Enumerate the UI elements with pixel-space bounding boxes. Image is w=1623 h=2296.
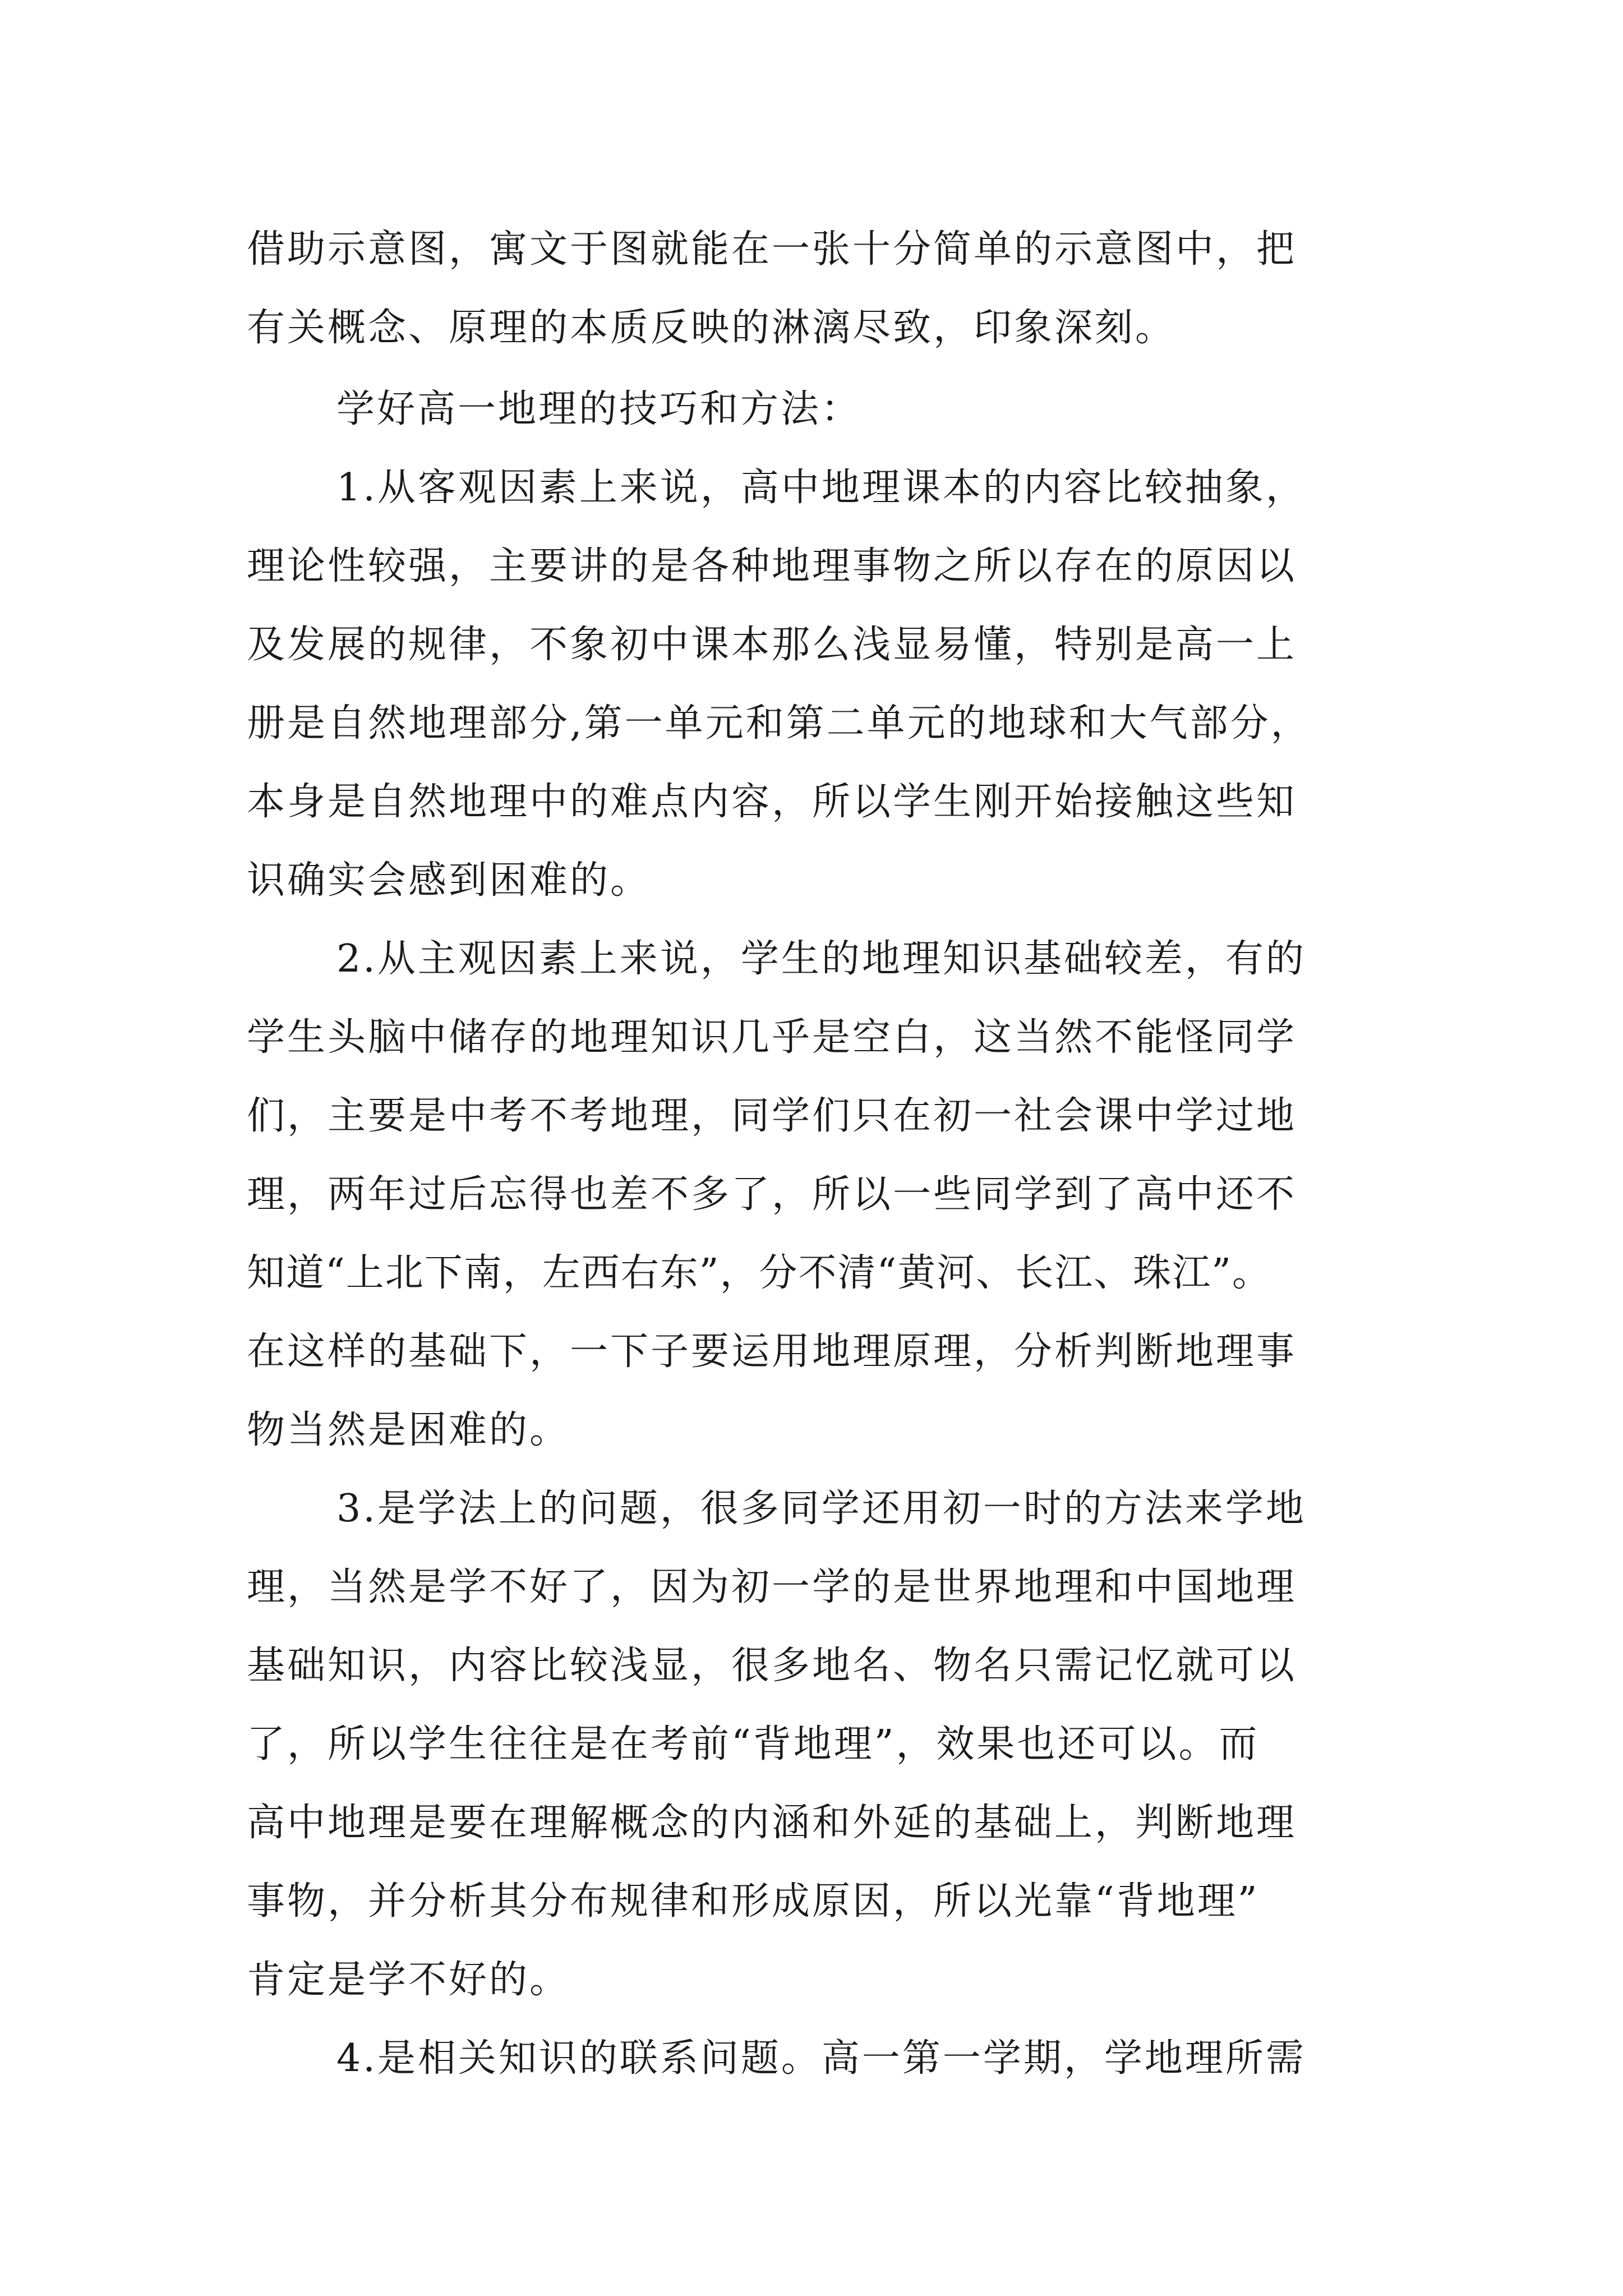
text-line: 本身是自然地理中的难点内容，所以学生刚开始接触这些知 xyxy=(247,780,1297,824)
section-heading: 学好高一地理的技巧和方法： xyxy=(336,387,862,431)
text-line: 有关概念、原理的本质反映的淋漓尽致，印象深刻。 xyxy=(247,306,1176,350)
text-line: 基础知识，内容比较浅显，很多地名、物名只需记忆就可以 xyxy=(247,1644,1297,1688)
text-line: 理，当然是学不好了，因为初一学的是世界地理和中国地理 xyxy=(247,1565,1297,1609)
text-line: 知道“上北下南，左西右东”，分不清“黄河、长江、珠江”。 xyxy=(247,1251,1272,1295)
text-line: 册是自然地理部分,第一单元和第二单元的地球和大气部分， xyxy=(247,701,1311,746)
text-line: 们，主要是中考不考地理，同学们只在初一社会课中学过地 xyxy=(247,1094,1297,1138)
text-line: 及发展的规律，不象初中课本那么浅显易懂，特别是高一上 xyxy=(247,623,1297,667)
text-line: 了，所以学生往往是在考前“背地理”，效果也还可以。而 xyxy=(247,1722,1260,1766)
text-line: 识确实会感到困难的。 xyxy=(247,858,651,903)
text-line: 事物，并分析其分布规律和形成原因，所以光靠“背地理” xyxy=(247,1879,1260,1924)
text-line: 理，两年过后忘得也差不多了，所以一些同学到了高中还不 xyxy=(247,1172,1297,1217)
text-line: 借助示意图，寓文于图就能在一张十分简单的示意图中，把 xyxy=(247,227,1297,272)
text-line: 3.是学法上的问题，很多同学还用初一时的方法来学地 xyxy=(336,1487,1306,1531)
text-line: 高中地理是要在理解概念的内涵和外延的基础上，判断地理 xyxy=(247,1801,1297,1845)
text-line: 在这样的基础下，一下子要运用地理原理，分析判断地理事 xyxy=(247,1329,1297,1374)
text-line: 理论性较强，主要讲的是各种地理事物之所以存在的原因以 xyxy=(247,544,1297,588)
text-line: 肯定是学不好的。 xyxy=(247,1958,570,2002)
text-line: 学生头脑中储存的地理知识几乎是空白，这当然不能怪同学 xyxy=(247,1015,1297,1060)
text-line: 物当然是困难的。 xyxy=(247,1408,570,1452)
text-line: 1.从客观因素上来说，高中地理课本的内容比较抽象， xyxy=(336,466,1306,510)
text-line: 4.是相关知识的联系问题。高一第一学期，学地理所需 xyxy=(336,2036,1306,2081)
text-line: 2.从主观因素上来说，学生的地理知识基础较差，有的 xyxy=(336,937,1306,981)
